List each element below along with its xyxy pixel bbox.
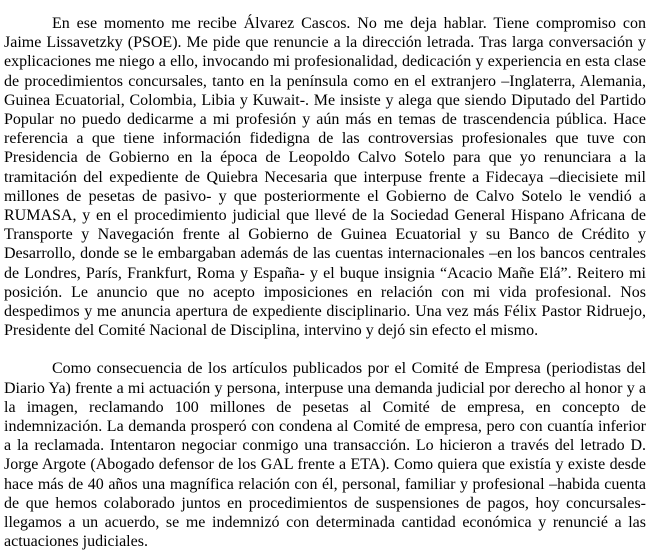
document-page <box>4 14 646 551</box>
paragraph: En ese momento me recibe Álvarez Cascos. No me deja hablar. Tiene compromiso con Jaime Lissavetzky (PSOE). Me pide que renuncie a la dirección letrada. Tras larga conversación y explicaciones me niego a ello, invocando mi profesionalidad, dedicación y experiencia en esta clase de procedimientos concursales, tanto en la península como en el extranjero –Inglaterra, Alemania, Guinea Ecuatorial, Colombia, Libia y Kuwait-. Me insiste y alega que siendo Diputado del Partido Popular no puedo dedicarme a mi profesión y aún más en temas de trascendencia pública. Hace referencia a que tiene información fidedigna de las controversias profesionales que tuve con Presidencia de Gobierno en la época de Leopoldo Calvo Sotelo para que yo renunciara a la tramitación del expediente de Quiebra Necesaria que interpuse frente a Fidecaya –diecisiete mil millones de pesetas de pasivo- y que posteriormente el Gobierno de Calvo Sotelo le vendió a RUMASA, y en el procedimiento judicial que llevé de la Sociedad General Hispano Africana de Transporte y Navegación frente al Gobierno de Guinea Ecuatorial y su Banco de Crédito y Desarrollo, donde se le embargaban además de las cuentas internacionales –en los bancos centrales de Londres, París, Frankfurt, Roma y España- y el buque insignia “Acacio Mañe Elá”. Reitero mi posición. Le anuncio que no acepto imposiciones en relación con mi vida profesional. Nos despedimos y me anuncia apertura de expediente disciplinario. Una vez más Félix Pastor Ridruejo, Presidente del Comité Nacional de Disciplina, intervino y dejó sin efecto el mismo. <box>4 15 646 340</box>
paragraph: Como consecuencia de los artículos publicados por el Comité de Empresa (periodistas del Diario Ya) frente a mi actuación y persona, interpuse una demanda judicial por derecho al honor y a la imagen, reclamando 100 millones de pesetas al Comité de empresa, en concepto de indemnización. La demanda prosperó con condena al Comité de empresa, pero con cuantía inferior a la reclamada. Intentaron negociar conmigo una transacción. Lo hicieron a través del letrado D. Jorge Argote (Abogado defensor de los GAL frente a ETA). Como quiera que existía y existe desde hace más de 40 años una magnífica relación con él, personal, familiar y profesional –habida cuenta de que hemos colaborado juntos en procedimientos de suspensiones de pagos, hoy concursales- llegamos a un acuerdo, se me indemnizó con determinada cantidad económica y renuncié a las actuaciones judiciales. <box>4 360 646 551</box>
